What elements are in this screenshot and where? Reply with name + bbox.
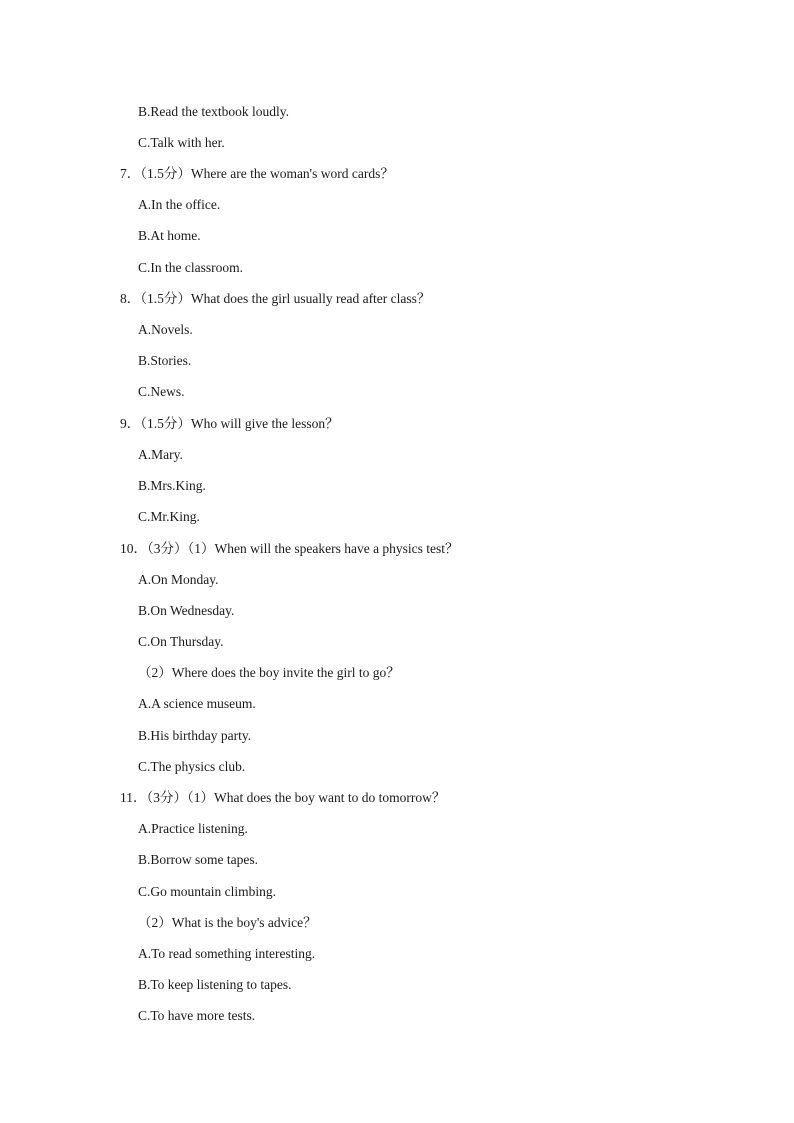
question-line: 8．（1.5分）What does the girl usually read after class？ [120,291,431,306]
option-line: B.Stories. [138,353,192,368]
sub-question-line: （2）What is the boy's advice？ [138,915,317,930]
option-line: B.His birthday party. [138,728,252,743]
option-line: B.At home. [138,228,201,243]
option-line: A.In the office. [138,197,221,212]
option-line: C.The physics club. [138,759,246,774]
option-line: A.A science museum. [138,696,256,711]
question-line: 7．（1.5分）Where are the woman's word cards？ [120,166,394,181]
option-line: B.Borrow some tapes. [138,852,258,867]
question-line: 9．（1.5分）Who will give the lesson？ [120,416,339,431]
option-line: A.Practice listening. [138,821,248,836]
sub-question-line: （2）Where does the boy invite the girl to go？ [138,665,400,680]
option-line: A.On Monday. [138,572,219,587]
option-line: A.Novels. [138,322,193,337]
option-line: C.In the classroom. [138,260,243,275]
option-line: B.Read the textbook loudly. [138,104,289,119]
option-line: C.Talk with her. [138,135,225,150]
option-line: C.On Thursday. [138,634,224,649]
option-line: C.News. [138,384,185,399]
option-line: A.To read something interesting. [138,946,316,961]
option-line: C.Go mountain climbing. [138,884,276,899]
question-line: 10．（3分）（1）When will the speakers have a physics test？ [120,541,459,556]
option-line: B.To keep listening to tapes. [138,977,292,992]
option-line: A.Mary. [138,447,183,462]
question-line: 11．（3分）（1）What does the boy want to do tomorrow？ [120,790,446,805]
option-line: B.On Wednesday. [138,603,235,618]
option-line: C.To have more tests. [138,1008,256,1023]
option-line: B.Mrs.King. [138,478,206,493]
option-line: C.Mr.King. [138,509,200,524]
